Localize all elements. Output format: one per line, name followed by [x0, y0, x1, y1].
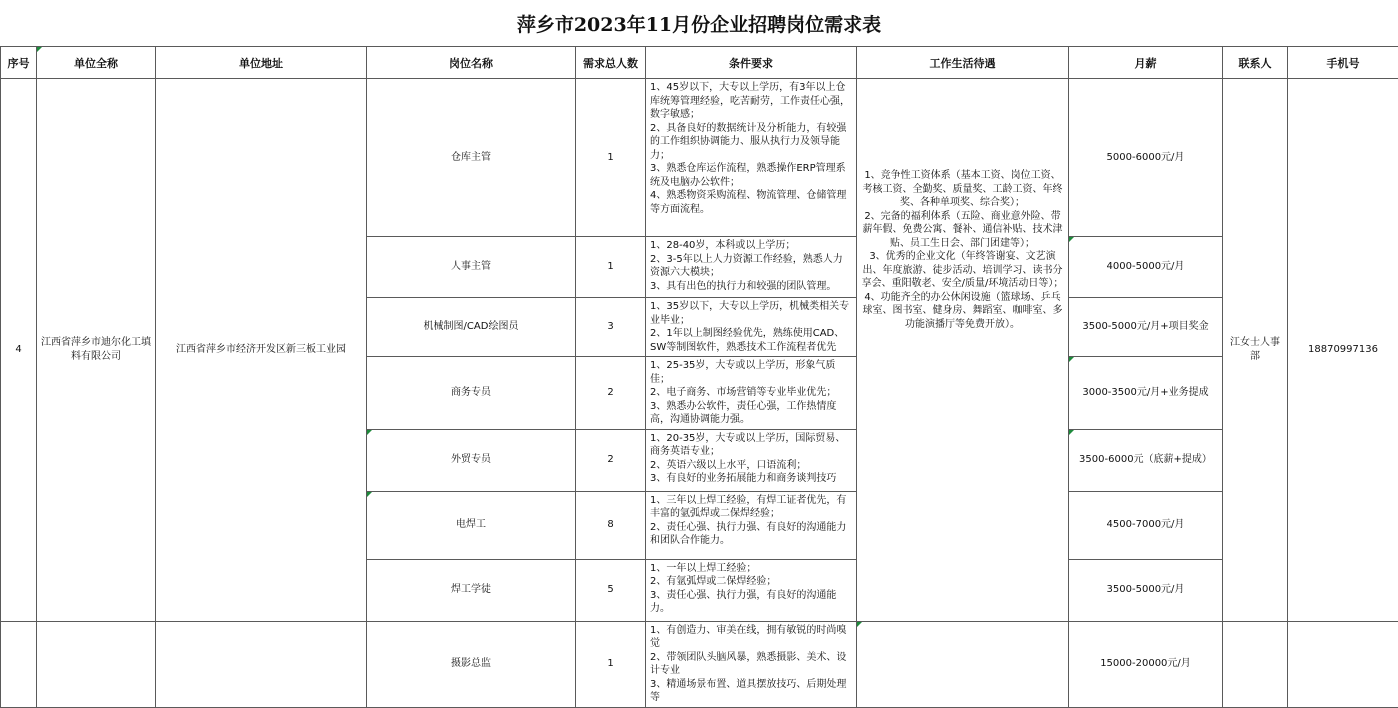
header-company: 单位全称 — [37, 47, 156, 79]
salary-cell: 3500-5000元/月 — [1069, 559, 1223, 621]
count-cell: 1 — [576, 79, 646, 237]
sheet-title: 萍乡市2023年11月份企业招聘岗位需求表 — [0, 0, 1398, 46]
position-cell: 商务专员 — [367, 357, 576, 430]
position-cell: 机械制图/CAD绘图员 — [367, 298, 576, 357]
requirement-line: 2、带领团队头脑风暴，熟悉摄影、美术、设计专业 — [650, 651, 852, 678]
requirement-line: 3、熟悉仓库运作流程，熟悉操作ERP管理系统及电脑办公软件； — [650, 162, 852, 189]
requirements-cell — [646, 559, 857, 621]
phone-cell — [1288, 621, 1398, 707]
requirements-cell — [646, 621, 857, 707]
requirements-cell — [646, 79, 857, 237]
requirement-line: 1、20-35岁，大专或以上学历，国际贸易、商务英语专业； — [650, 432, 852, 459]
salary-cell: 4000-5000元/月 — [1069, 237, 1223, 298]
requirement-line: 1、35岁以下，大专以上学历，机械类相关专业毕业； — [650, 300, 852, 327]
header-seq: 序号 — [1, 47, 37, 79]
contact-cell — [1223, 621, 1288, 707]
salary-cell: 15000-20000元/月 — [1069, 621, 1223, 707]
requirement-line: 1、28-40岁，本科或以上学历； — [650, 239, 852, 253]
requirement-line: 3、熟悉办公软件，责任心强，工作热情度高，沟通协调能力强。 — [650, 400, 852, 427]
requirements-cell — [646, 237, 857, 298]
count-cell: 2 — [576, 429, 646, 491]
benefit-line: 3、优秀的企业文化（年终答谢宴、文艺演出、年度旅游、徒步活动、培训学习、读书分享会、重阳敬老、安全/质量/环境活动日等）； — [861, 250, 1064, 291]
header-row — [1, 47, 1398, 79]
count-cell: 8 — [576, 491, 646, 559]
requirement-line: 4、熟悉物资采购流程、物流管理、仓储管理等方面流程。 — [650, 189, 852, 216]
salary-cell: 3500-5000元/月+项目奖金 — [1069, 298, 1223, 357]
position-cell: 人事主管 — [367, 237, 576, 298]
requirement-line: 3、责任心强、执行力强，有良好的沟通能力。 — [650, 589, 852, 616]
salary-cell: 5000-6000元/月 — [1069, 79, 1223, 237]
position-cell: 焊工学徒 — [367, 559, 576, 621]
count-cell: 1 — [576, 621, 646, 707]
requirement-line: 1、一年以上焊工经验； — [650, 562, 852, 576]
requirements-cell — [646, 298, 857, 357]
requirement-line: 1、三年以上焊工经验，有焊工证者优先，有丰富的氩弧焊或二保焊经验； — [650, 494, 852, 521]
position-cell: 摄影总监 — [367, 621, 576, 707]
contact-cell: 江女士人事部 — [1223, 79, 1288, 622]
count-cell: 5 — [576, 559, 646, 621]
seq-cell: 4 — [1, 79, 37, 622]
address-cell — [156, 621, 367, 707]
requirements-cell — [646, 429, 857, 491]
header-address: 单位地址 — [156, 47, 367, 79]
header-benefits: 工作生活待遇 — [857, 47, 1069, 79]
count-cell: 3 — [576, 298, 646, 357]
requirement-line: 1、25-35岁，大专或以上学历，形象气质佳； — [650, 359, 852, 386]
company-cell: 江西省萍乡市迪尔化工填料有限公司 — [37, 79, 156, 622]
company-cell — [37, 621, 156, 707]
requirement-line: 2、1年以上制图经验优先，熟练使用CAD、SW等制图软件，熟悉技术工作流程者优先 — [650, 327, 852, 354]
benefits-cell — [857, 621, 1069, 707]
address-cell: 江西省萍乡市经济开发区新三板工业园 — [156, 79, 367, 622]
table-row — [1, 79, 1398, 237]
salary-cell: 4500-7000元/月 — [1069, 491, 1223, 559]
requirement-line: 3、精通场景布置、道具摆放技巧、后期处理等 — [650, 678, 852, 705]
requirement-line: 2、英语六级以上水平，口语流利； — [650, 459, 852, 473]
position-cell: 电焊工 — [367, 491, 576, 559]
requirement-line: 2、电子商务、市场营销等专业毕业优先； — [650, 386, 852, 400]
requirement-line: 1、45岁以下，大专以上学历，有3年以上仓库统筹管理经验，吃苦耐劳，工作责任心强，数字敏感； — [650, 81, 852, 122]
phone-cell: 18870997136 — [1288, 79, 1398, 622]
header-contact: 联系人 — [1223, 47, 1288, 79]
table-row — [1, 621, 1398, 707]
requirement-line: 1、有创造力、审美在线，拥有敏锐的时尚嗅觉 — [650, 624, 852, 651]
salary-cell: 3000-3500元/月+业务提成 — [1069, 357, 1223, 430]
requirement-line: 2、有氩弧焊或二保焊经验； — [650, 575, 852, 589]
position-cell: 外贸专员 — [367, 429, 576, 491]
benefit-line: 1、竞争性工资体系（基本工资、岗位工资、考核工资、全勤奖、质量奖、工龄工资、年终奖、各种单项奖、综合奖）； — [861, 169, 1064, 210]
requirement-line: 2、责任心强、执行力强、有良好的沟通能力和团队合作能力。 — [650, 521, 852, 548]
requirement-line: 3、具有出色的执行力和较强的团队管理。 — [650, 280, 852, 294]
requirement-line: 3、有良好的业务拓展能力和商务谈判技巧 — [650, 472, 852, 486]
benefit-line: 4、功能齐全的办公休闲设施（篮球场、乒乓球室、图书室、健身房、舞蹈室、咖啡室、多功能演播厅等免费开放）。 — [861, 291, 1064, 332]
count-cell: 2 — [576, 357, 646, 430]
header-phone: 手机号 — [1288, 47, 1398, 79]
header-count: 需求总人数 — [576, 47, 646, 79]
salary-cell: 3500-6000元（底薪+提成） — [1069, 429, 1223, 491]
header-position: 岗位名称 — [367, 47, 576, 79]
position-cell: 仓库主管 — [367, 79, 576, 237]
benefit-line: 2、完备的福利体系（五险、商业意外险、带薪年假、免费公寓、餐补、通信补贴、技术津贴、员工生日会、部门团建等）； — [861, 210, 1064, 251]
header-requirements: 条件要求 — [646, 47, 857, 79]
count-cell: 1 — [576, 237, 646, 298]
seq-cell — [1, 621, 37, 707]
recruitment-table — [0, 46, 1398, 708]
requirement-line: 2、具备良好的数据统计及分析能力，有较强的工作组织协调能力、服从执行力及领导能力； — [650, 122, 852, 163]
requirements-cell — [646, 357, 857, 430]
header-salary: 月薪 — [1069, 47, 1223, 79]
benefits-cell — [857, 79, 1069, 622]
requirement-line: 2、3-5年以上人力资源工作经验，熟悉人力资源六大模块； — [650, 253, 852, 280]
requirements-cell — [646, 491, 857, 559]
